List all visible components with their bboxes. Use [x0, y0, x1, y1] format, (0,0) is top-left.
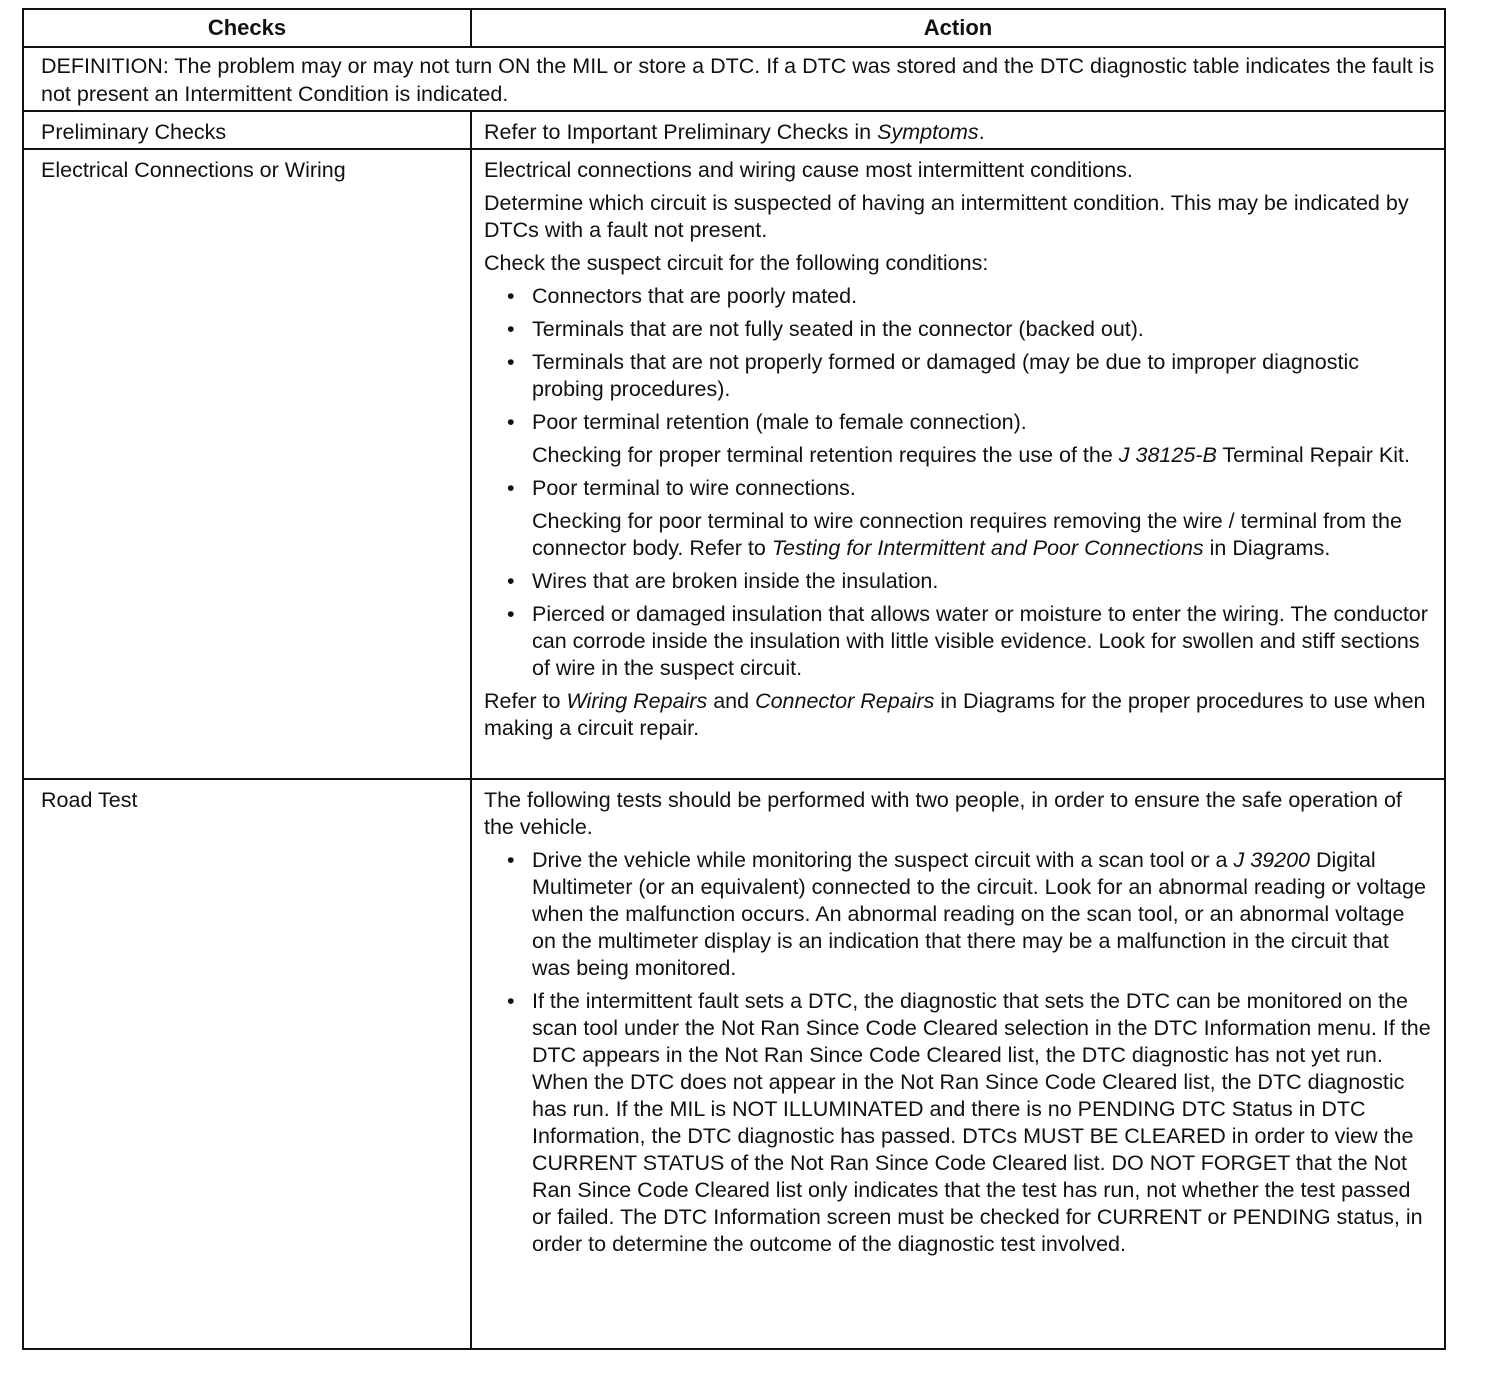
table-row-electrical	[24, 150, 1444, 780]
action-cell	[472, 780, 1444, 1348]
table-row-preliminary	[24, 112, 1444, 150]
bullet-item: • Pierced or damaged insulation that allows water or moisture to enter the wiring. The conductor can corrode inside the insulation with little visible evidence. Look for swollen and stiff sections of wire in the suspect circuit.	[484, 601, 1432, 682]
bullet-item: • Poor terminal to wire connections.	[484, 475, 1432, 502]
bullet-item: • If the intermittent fault sets a DTC, the diagnostic that sets the DTC can be monitored on the scan tool under the Not Ran Since Code Cleared selection in the DTC Information menu. If the DTC appears in the Not Ran Since Code Cleared list, the DTC diagnostic has not yet run. When the DTC does not appear in the Not Ran Since Code Cleared list, the DTC diagnostic has run. If the MIL is NOT ILLUMINATED and there is no PENDING DTC Status in DTC Information, the DTC diagnostic has passed. DTCs MUST BE CLEARED in order to view the CURRENT STATUS of the Not Ran Since Code Cleared list. DO NOT FORGET that the Not Ran Since Code Cleared list only indicates that the test has run, not whether the test passed or failed. The DTC Information screen must be checked for CURRENT or PENDING status, in order to determine the outcome of the diagnostic test involved.	[484, 988, 1432, 1258]
checks-column-header: Checks	[24, 10, 472, 46]
note-text: in Diagrams.	[1203, 536, 1331, 560]
tool-reference: J 39200	[1233, 848, 1310, 872]
paragraph-text: in Diagrams for the proper procedures to use when making a circuit repair.	[484, 689, 1426, 740]
bullet-item	[484, 847, 1432, 982]
check-label: Electrical Connections or Wiring	[24, 150, 472, 778]
check-label: Road Test	[24, 780, 472, 1348]
paragraph: Check the suspect circuit for the following conditions:	[484, 251, 989, 275]
action-text: Refer to Important Preliminary Checks in	[484, 120, 878, 144]
tool-reference: J 38125-B	[1118, 443, 1217, 467]
paragraph: The following tests should be performed with two people, in order to ensure the safe operation of the vehicle.	[484, 788, 1402, 839]
paragraph-text: and	[707, 689, 756, 713]
definition-row	[24, 48, 1444, 112]
bullet-note	[532, 442, 1432, 469]
bullet-item: • Terminals that are not fully seated in the connector (backed out).	[484, 316, 1432, 343]
paragraph: Determine which circuit is suspected of having an intermittent condition. This may be indicated by DTCs with a fault not present.	[484, 191, 1409, 242]
bullet-item: • Connectors that are poorly mated.	[484, 283, 1432, 310]
definition-text: DEFINITION: The problem may or may not turn ON the MIL or store a DTC. If a DTC was stored and the DTC diagnostic table indicates the fault is not present an Intermittent Condition is indicated.	[41, 54, 1435, 106]
bullet-note	[532, 508, 1432, 562]
bullet-item: • Wires that are broken inside the insulation.	[484, 568, 1432, 595]
reference-link: Symptoms	[877, 120, 979, 144]
table-header-row	[24, 10, 1444, 48]
paragraph-text: Refer to	[484, 689, 567, 713]
note-text: Terminal Repair Kit.	[1216, 443, 1410, 467]
action-cell	[472, 150, 1444, 778]
action-cell	[472, 112, 1444, 148]
bullet-text: Drive the vehicle while monitoring the suspect circuit with a scan tool or a	[532, 848, 1234, 872]
reference-link: Testing for Intermittent and Poor Connections	[771, 536, 1204, 560]
bullet-item: • Terminals that are not properly formed or damaged (may be due to improper diagnostic probing procedures).	[484, 349, 1432, 403]
check-label: Preliminary Checks	[24, 112, 472, 148]
paragraph	[484, 688, 1432, 742]
bullet-item: • Poor terminal retention (male to female connection).	[484, 409, 1432, 436]
bullet-text: Digital Multimeter (or an equivalent) connected to the circuit. Look for an abnormal reading or voltage when the malfunction occurs. An abnormal reading on the scan tool, or an abnormal voltage on the multimeter display is an indication that there may be a malfunction in the circuit that was being monitored.	[532, 848, 1426, 980]
note-text: Checking for proper terminal retention requires the use of the	[532, 443, 1119, 467]
paragraph: Electrical connections and wiring cause most intermittent conditions.	[484, 158, 1133, 182]
action-text: .	[978, 120, 985, 144]
reference-link: Connector Repairs	[755, 689, 935, 713]
reference-link: Wiring Repairs	[566, 689, 708, 713]
table-row-road-test	[24, 780, 1444, 1348]
action-column-header: Action	[923, 15, 993, 40]
note-text: Checking for poor terminal to wire connection requires removing the wire / terminal from the connector body. Refer to	[532, 509, 1402, 560]
diagnostic-table	[22, 8, 1446, 1350]
